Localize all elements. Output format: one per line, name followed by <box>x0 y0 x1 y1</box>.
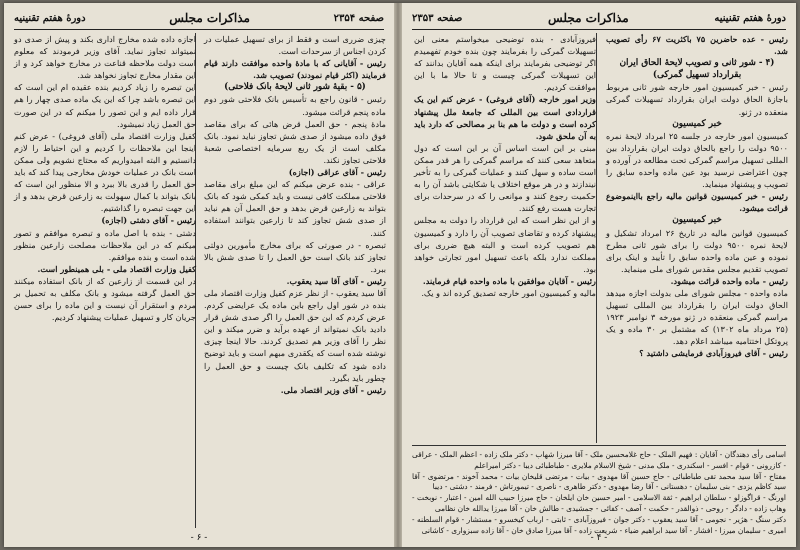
speaker-paragraph: رئیس - خبر کمیسیون قوانین مالیه راجع بااینموضوع قرائت میشود. <box>606 191 788 214</box>
publication-title: مذاکرات مجلس <box>548 11 629 25</box>
page-number-label: صفحه ۲۳۵۳ <box>412 12 463 24</box>
text-paragraph: عراقی - بنده عرض میکنم که این مبلغ برای مقاصد فلاحتی مملکت کافی نیست و باید کمکی شود که بانک بتواند به زارعین قرض بدهد و حق العمل آن هم نباید از صدی شش تجاوز کند تا زارعین بتوانند استفاده کنند. <box>204 179 386 238</box>
right-page-header <box>412 7 786 30</box>
session-label: دورهٔ هفتم تقنینیه <box>714 12 786 24</box>
newspaper-spread <box>4 3 796 547</box>
right-page-footer: - ۴ - <box>590 533 608 543</box>
section-heading: (۴ - شور ثانی و تصویب لایحهٔ الحاق ایران بقرارداد تسهیل گمرکی) <box>619 58 775 81</box>
text-paragraph: رئیس - قانون راجع به تأسیس بانک فلاحتی شور دوم ماده پنجم قرائت میشود. <box>204 94 386 117</box>
page-number-label: صفحه ۲۳۵۴ <box>333 12 384 24</box>
text-paragraph: کفیل وزارت اقتصاد ملی (آقای فروغی) - عرض کنم اینجا این ملاحظات را کردیم و این احتیاط را لازم دانستیم و البته امیدواریم که محتاج نشویم ولی ممکن است بانک در عملیات خودش مخارجی پیدا کند که باید حق العمل را قدری بالا ببرد و الا منظور این است که بانک بتواند با کمال سهولت به زارعین قرض بدهد و از این جهت تبصره را گذاشتیم. <box>14 130 196 214</box>
left-page <box>4 3 394 547</box>
text-paragraph: کمیسیون امور خارجه در جلسه ۲۵ امرداد لایحهٔ نمره ۹۵۰۰ دولت را راجع بالحاق دولت ایران بقرارداد بین المللی تسهیل مراسم گمرکی تحت مطالعه در آورده و چون اعتراضی نرسید بود عین ماده واحده سابق را تصویب و پیشنهاد مینماید. <box>606 130 788 190</box>
names-line: دکتر سنگ - هژیر - نجومی - آقا سید یعقوب - دکتر جوان - فیروزآبادی - ثابتی - ارباب کیخسرو - مستشار - قوام السلطنه - امیری - سلیمان میرزا - افشار - آقا سید ابراهیم ضیاء - شریعت زاده - آقا میرزا صادق خان - آقا زاده سبزواری - کاشانی <box>412 514 786 535</box>
names-line: اورنگ - قراگوزلو - سلطان ابراهیم - ثقة الاسلامی - امیر حسین خان ایلخان - حاج میرزا حبیب الله امین - اعتبار - نوبخت - وهاب زاده - دادگر - روحی - ذوالقدر - حکمت - آصف - کفائی - جمشیدی - طالش خان - آقا میرزا یدالله خان نظامی <box>412 493 786 513</box>
text-paragraph: اجازه داده شده مخارج اداری بکند و پیش از صدی دو نمیتواند تجاوز نماید. آقای وزیر فرمودند که معلوم است دولت ملاحظه قناعت در مخارج خواهد کرد و از این مقدار مخارج تجاوز نخواهد شد. <box>14 34 196 81</box>
right-page-left-column <box>414 33 596 443</box>
speaker-paragraph: رئیس - آقای وزیر اقتصاد ملی. <box>280 384 386 395</box>
voter-names-list <box>412 450 786 535</box>
left-page-right-column <box>204 33 386 528</box>
section-heading: خبر کمیسیون <box>672 118 722 129</box>
text-paragraph: آقا سید یعقوب - از نظر عزم کفیل وزارت اقتصاد ملی بنده در شور اول راجع باین ماده یک عرایضی کردم. عرض کردم که این حق العمل را اگر صدی شش قرار دادید بانک نمیتواند از عهده برآید و ضرر میکند و این نظر را آقای وزیر هم تصدیق کردند. حالا اینجا چیزی نوشته شده است که یکقدری مبهم است و باید توضیح داده شود که تکلیف بانک چیست و حق العمل را چطور باید بگیرد. <box>204 287 386 383</box>
speaker-paragraph: رئیس - آقای فیروزآبادی فرمایشی داشتید ؟ <box>639 348 788 359</box>
left-page-left-column <box>14 33 196 528</box>
right-page-right-column <box>606 33 788 443</box>
section-divider <box>412 445 786 446</box>
text-paragraph: کمیسیون قوانین مالیه در تاریخ ۲۶ امرداد تشکیل و لایحهٔ نمره ۹۵۰۰ دولت را برای شور ثانی مطرح نموده و عین ماده واحده سابق را تأیید و اینک برای تصویب تقدیم مجلس مقدس شورای ملی مینماید. <box>606 227 788 274</box>
speaker-paragraph: رئیس - آقای عراقی (اجازه) <box>288 167 386 178</box>
text-paragraph: ماده واحده - مجلس شورای ملی بدولت اجازه میدهد الحاق دولت ایران را بقرارداد بین المللی تسهیل مراسم گمرکی منعقده در ژنو مورخه ۳ نوامبر ۱۹۲۳ (۲۵ مرداد ماه ۱۳۰۲) که مشتمل بر ۳۰ ماده و یک پروتکل اختتامیه میباشد اعلام دهد. <box>606 287 789 347</box>
speaker-paragraph: رئیس - آقایان موافقین با ماده واحده قیام فرمایند. <box>422 275 596 286</box>
speaker-paragraph: رئیس - آقای آقا سید یعقوب. <box>286 275 386 286</box>
text-paragraph: رئیس - خبر کمیسیون امور خارجه شور ثانی مربوط باجازهٔ الحاق دولت ایران بقرارداد تسهیلات گمرکی منعقده در ژنو. <box>606 82 788 117</box>
text-paragraph: در این قسمت از زارعین که از بانک استفاده میکنند حق العمل گرفته میشود و بانک مکلف به تحمیل بر مردم و استقرار آن نیست و این ماده را برای حسن جریان کار و تسهیل عملیات پیشنهاد کردیم. <box>14 275 196 323</box>
publication-title: مذاکرات مجلس <box>169 11 250 25</box>
section-heading: (۵ - بقیهٔ شور ثانی لایحهٔ بانک فلاحتی) <box>224 82 366 93</box>
names-line: اسامی رأی دهندگان - آقایان : فهیم الملک - حاج غلامحسین ملک - آقا میرزا شهاب - دکتر ملک زاده - اعظم الملک - عراقی - کازرونی - قوام - افسر - اسکندری - ملک مدنی - شیخ الاسلام ملایری - طباطبائی دیبا - دکتر امیراعلم <box>412 450 786 470</box>
text-paragraph: این تبصره را زیاد کردیم بنده عقیده ام این است که این تبصره باشد چرا که این یک ماده صدی چهار را هم قرار داده ایم و این تصور را میکنم که در این صورت حق العمل زیاد نمیشود. <box>14 82 196 129</box>
column-divider <box>596 33 597 443</box>
speaker-paragraph: کفیل وزارت اقتصاد ملی - بلی همینطور است. <box>37 263 196 274</box>
text-paragraph: و از این نظر است که این قرارداد را دولت به مجلس پیشنهاد کرده و تقاضای تصویب آن را دارد و کمیسیون هم تصویب کرده است و البته هیچ ضرری برای مملکت ندارد بلکه باعث تسهیل امور تجارتی خواهد بود. <box>414 215 596 274</box>
text-paragraph: چیزی ضرری است و فقط از برای تسهیل عملیات در کردن اجناس از سرحدات است. <box>204 34 386 57</box>
text-paragraph: مادهٔ پنجم - حق العمل قرض هائی که برای مقاصد فوق داده میشود از صدی شش تجاوز نباید نمود. بانک مکلف است از یک ربع سرمایه اختصاصی شعبهٔ فلاحتی تجاوز نکند. <box>204 118 386 165</box>
section-heading: خبر کمیسیون <box>672 215 722 226</box>
text-paragraph: مبنی بر این است اساس آن بر این است که دول متعاهد سعی کنند که مراسم گمرکی را هر قدر ممکن است ساده و سهل کنند و عملیات گمرکی را به تأخیر نیندازند و در هر موقع اختلاف یا شکایتی باشد آن را به حکمیت رجوع کنند و موانعی را که در سرحدات برای تجارت هست رفع کنند. <box>414 142 596 214</box>
text-paragraph: فیروزآبادی - بنده توضیحی میخواستم معنی این تسهیلات گمرکی را بفرمایند چون بنده خودم تفهمیدم اگر توضیحی بفرمایند برای اینکه همه آقایان بدانند که این تسهیلات گمرکی چیست و تا حالا ما با این موافقت کردیم. <box>414 34 596 93</box>
session-label: دورهٔ هفتم تقنینیه <box>14 12 86 24</box>
text-paragraph: تبصره - در صورتی که برای مخارج مأمورین دولتی تجاوز کند بانک است حق العمل را تا صدی شش بالا ببرد. <box>204 239 386 274</box>
text-paragraph: دشتی - بنده با اصل ماده و تبصره موافقم و تصور میکنم که در این ملاحظات مصلحت زارعین منظور شده است و بنده موافقم. <box>14 227 196 262</box>
left-page-header <box>14 7 384 30</box>
text-paragraph: مالیه و کمیسیون امور خارجه تصدیق کرده اند و یک. <box>421 287 596 298</box>
left-page-footer: - ۶ - <box>190 533 208 543</box>
right-page <box>402 3 796 547</box>
page-gutter <box>394 3 402 547</box>
speaker-paragraph: رئیس - ماده واحده قرائت میشود. <box>670 275 788 286</box>
speaker-paragraph: رئیس - آقایانی که با مادهٔ واحده موافقت دارند قیام فرمایند (اکثر قیام نمودند) تصویب شد. <box>204 58 386 81</box>
speaker-paragraph: رئیس - عده حاضرین ۷۵ باکثریت ۶۷ رأی تصویب شد. <box>606 34 788 57</box>
names-line: مفتاح - آقا سید محمد تقی طباطبائی - حاج حسین آقا مهدوی - بیات - مرتضی قلیخان بیات - محمد آخوند - مرتضوی - آقا سید کاظم یزدی - بنی سلیمان - دهستانی - آقا رضا مهدوی - دکتر طاهری - ناصری - تیمورتاش - فرمند - دشتی - دیبا <box>412 471 786 492</box>
speaker-paragraph: وزیر امور خارجه (آقای فروغی) - عرض کنم این یک قراردادی است بین المللی که جامعهٔ ملل پیشنهاد کرده است و دولت ما هم بنا بر مصالحی که دارد باید به آن ملحق شود. <box>414 94 596 141</box>
speaker-paragraph: رئیس - آقای دشتی (اجازه) <box>101 215 196 226</box>
